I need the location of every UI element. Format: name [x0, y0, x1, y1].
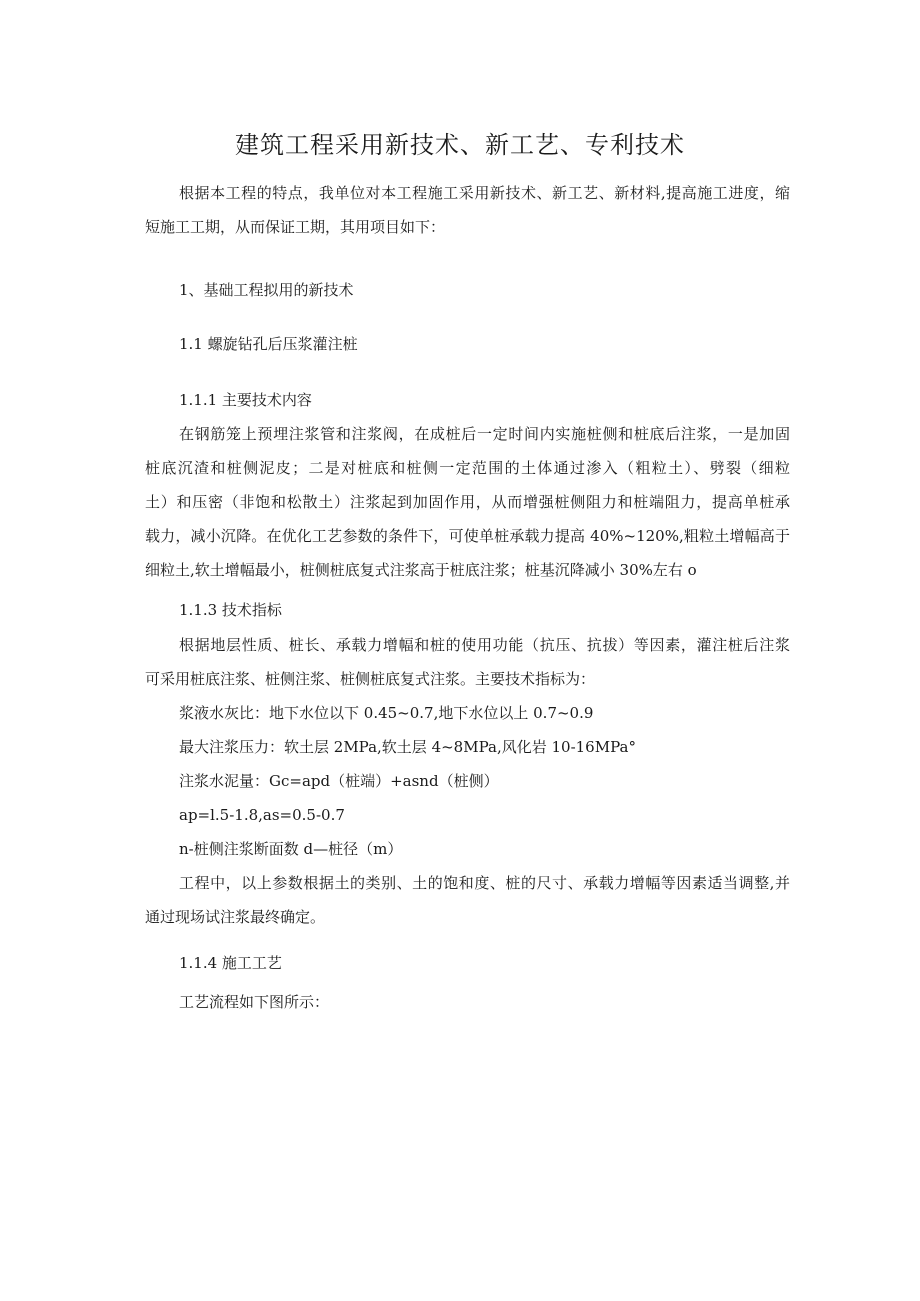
technical-content-paragraph	[145, 417, 790, 587]
adjustment-line-2: 通过现场试注浆最终确定。	[145, 908, 326, 926]
intro-line-2: 短施工工期，从而保证工期，其用项目如下：	[145, 218, 446, 236]
adjustment-line-1: 工程中，以上参数根据土的类别、土的饱和度、桩的尺寸、承载力增幅等因素适当调整,并	[179, 874, 790, 892]
water-cement-ratio: 浆液水灰比：地下水位以下 0.45~0.7,地下水位以上 0.7~0.9	[179, 704, 594, 722]
document-title: 建筑工程采用新技术、新工艺、专利技术	[235, 131, 685, 159]
indicators-line-2: 可采用桩底注浆、桩侧注浆、桩侧桩底复式注浆。主要技术指标为：	[145, 670, 596, 688]
heading-1-1-4: 1.1.4 施工工艺	[179, 954, 282, 972]
coefficient-values: ap=l.5-1.8,as=0.5-0.7	[179, 806, 345, 824]
process-flow-text: 工艺流程如下图所示：	[179, 993, 330, 1011]
indicators-paragraph	[145, 628, 790, 934]
heading-1-1-1: 1.1.1 主要技术内容	[179, 391, 312, 409]
content-line-1: 在钢筋笼上预埋注浆管和注浆阀，在成桩后一定时间内实施桩侧和桩底后注浆，一是加固	[179, 425, 790, 443]
indicators-line-1: 根据地层性质、桩长、承载力增幅和桩的使用功能（抗压、抗拔）等因素，灌注桩后注浆	[179, 636, 790, 654]
heading-1: 1、基础工程拟用的新技术	[179, 281, 354, 299]
intro-paragraph	[145, 176, 790, 244]
max-grouting-pressure: 最大注浆压力：软土层 2MPa,软土层 4~8MPa,风化岩 10-16MPa°	[179, 738, 636, 756]
variable-definitions: n-桩侧注浆断面数 d—桩径（m）	[179, 840, 403, 858]
cement-amount-formula: 注浆水泥量：Gc=apd（桩端）+asnd（桩侧）	[179, 772, 499, 790]
heading-1-1: 1.1 螺旋钻孔后压浆灌注桩	[179, 335, 358, 353]
intro-line-1: 根据本工程的特点，我单位对本工程施工采用新技术、新工艺、新材料,提高施工进度，缩	[179, 184, 790, 202]
content-line-4: 载力，减小沉降。在优化工艺参数的条件下，可使单桩承载力提高 40%~120%,粗粒土增幅高于	[145, 527, 790, 545]
content-line-3: 土）和压密（非饱和松散土）注浆起到加固作用，从而增强桩侧阻力和桩端阻力，提高单桩承	[145, 493, 790, 511]
heading-1-1-3: 1.1.3 技术指标	[179, 601, 282, 619]
content-line-5: 细粒土,软土增幅最小，桩侧桩底复式注浆高于桩底注浆；桩基沉降减小 30%左右 o	[145, 561, 697, 579]
content-line-2: 桩底沉渣和桩侧泥皮；二是对桩底和桩侧一定范围的土体通过渗入（粗粒土）、劈裂（细粒	[145, 459, 790, 477]
